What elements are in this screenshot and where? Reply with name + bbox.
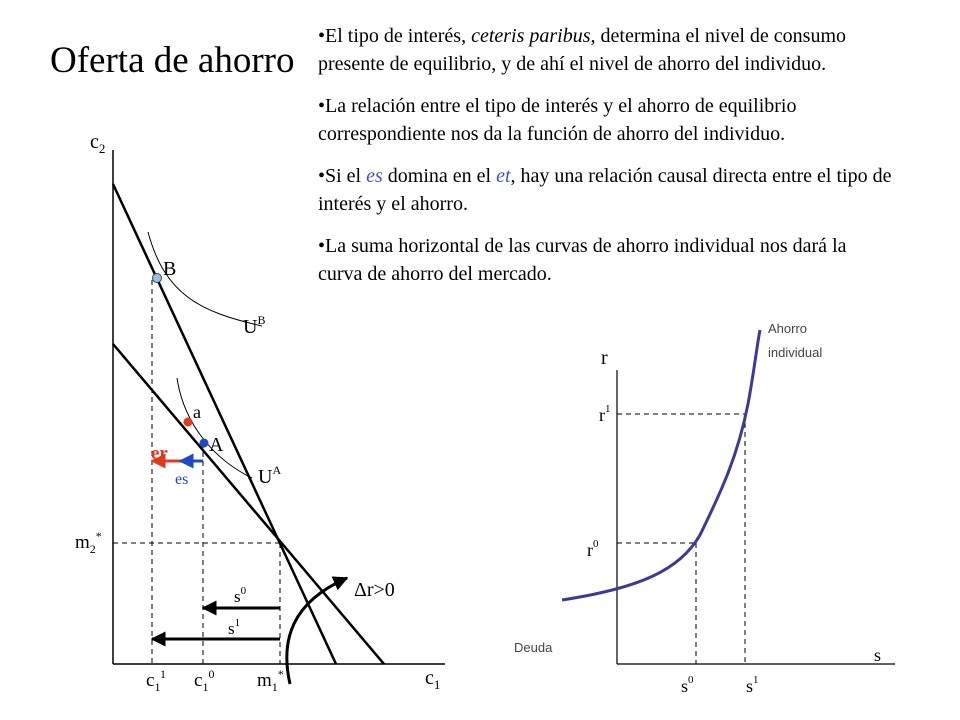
es-label: es [175,471,189,488]
bullet-1-ceteris: ceteris paribus [471,25,591,47]
curve-ua-label: $U^A$ [258,463,282,488]
c1-0-label: $c_1^0$ [194,667,215,694]
c1-1-label: $c_1^1$ [146,667,166,694]
r1-label: $r^1$ [599,403,611,425]
delta-r-label: Δr>0 [354,579,395,601]
s0-right-label: $s^0$ [681,674,694,696]
budget-line-flat [113,344,384,664]
bullet-2-text: •La relación entre el tipo de interés y el ahorro de equilibrio correspondiente nos da la función de ahorro del individuo. [318,95,797,145]
s1-right-label: $s^1$ [746,674,759,696]
s1-left-label: $s^1$ [228,617,241,638]
bullet-3-text-b: domina en el [382,165,497,187]
m1-label: $m_1^*$ [257,667,284,694]
right-x-axis-label: s [874,645,882,665]
bullet-3-es: es [366,165,383,187]
left-x-axis-label: $c_1$ [425,667,441,692]
rotation-arrow [287,578,347,684]
point-a-small-dot [184,418,193,427]
bullet-3-text-c: , hay una relación causal directa entre el tipo de interés y el ahorro. [318,165,892,215]
savings-curve-label-1: Ahorro [768,321,808,336]
m2-label: $m_2^*$ [75,529,102,556]
bullet-4-text: •La suma horizontal de las curvas de ahorro individual nos dará la curva de ahorro del mercado. [318,235,847,285]
s0-left-label: $s^0$ [234,585,247,606]
deuda-label: Deuda [514,640,553,655]
budget-line-steep [113,184,336,664]
point-a-dot [200,439,209,448]
page-title: Oferta de ahorro [50,40,295,81]
left-graph [75,131,445,694]
r0-label: $r^0$ [587,538,599,560]
bullet-1-text-b: , determina el nivel de consumo presente de equilibrio, y de ahí el nivel de ahorro del individuo. [318,25,846,75]
savings-curve-label-2: individual [768,345,823,360]
bullet-3-text-a: •Si el [318,165,367,187]
right-y-axis-label: r [601,347,608,369]
bullet-3-et: et [496,165,511,187]
bullet-1-text-a: •El tipo de interés, [318,25,472,47]
point-a-label: A [209,434,224,456]
curve-ub-label: $U^B$ [243,313,266,338]
point-b-label: B [163,258,177,280]
er-label: er [151,443,168,464]
point-b-dot [153,274,162,283]
right-graph [514,321,895,696]
left-y-axis-label: $c_2$ [90,131,106,156]
point-a-small-label: a [193,402,201,422]
